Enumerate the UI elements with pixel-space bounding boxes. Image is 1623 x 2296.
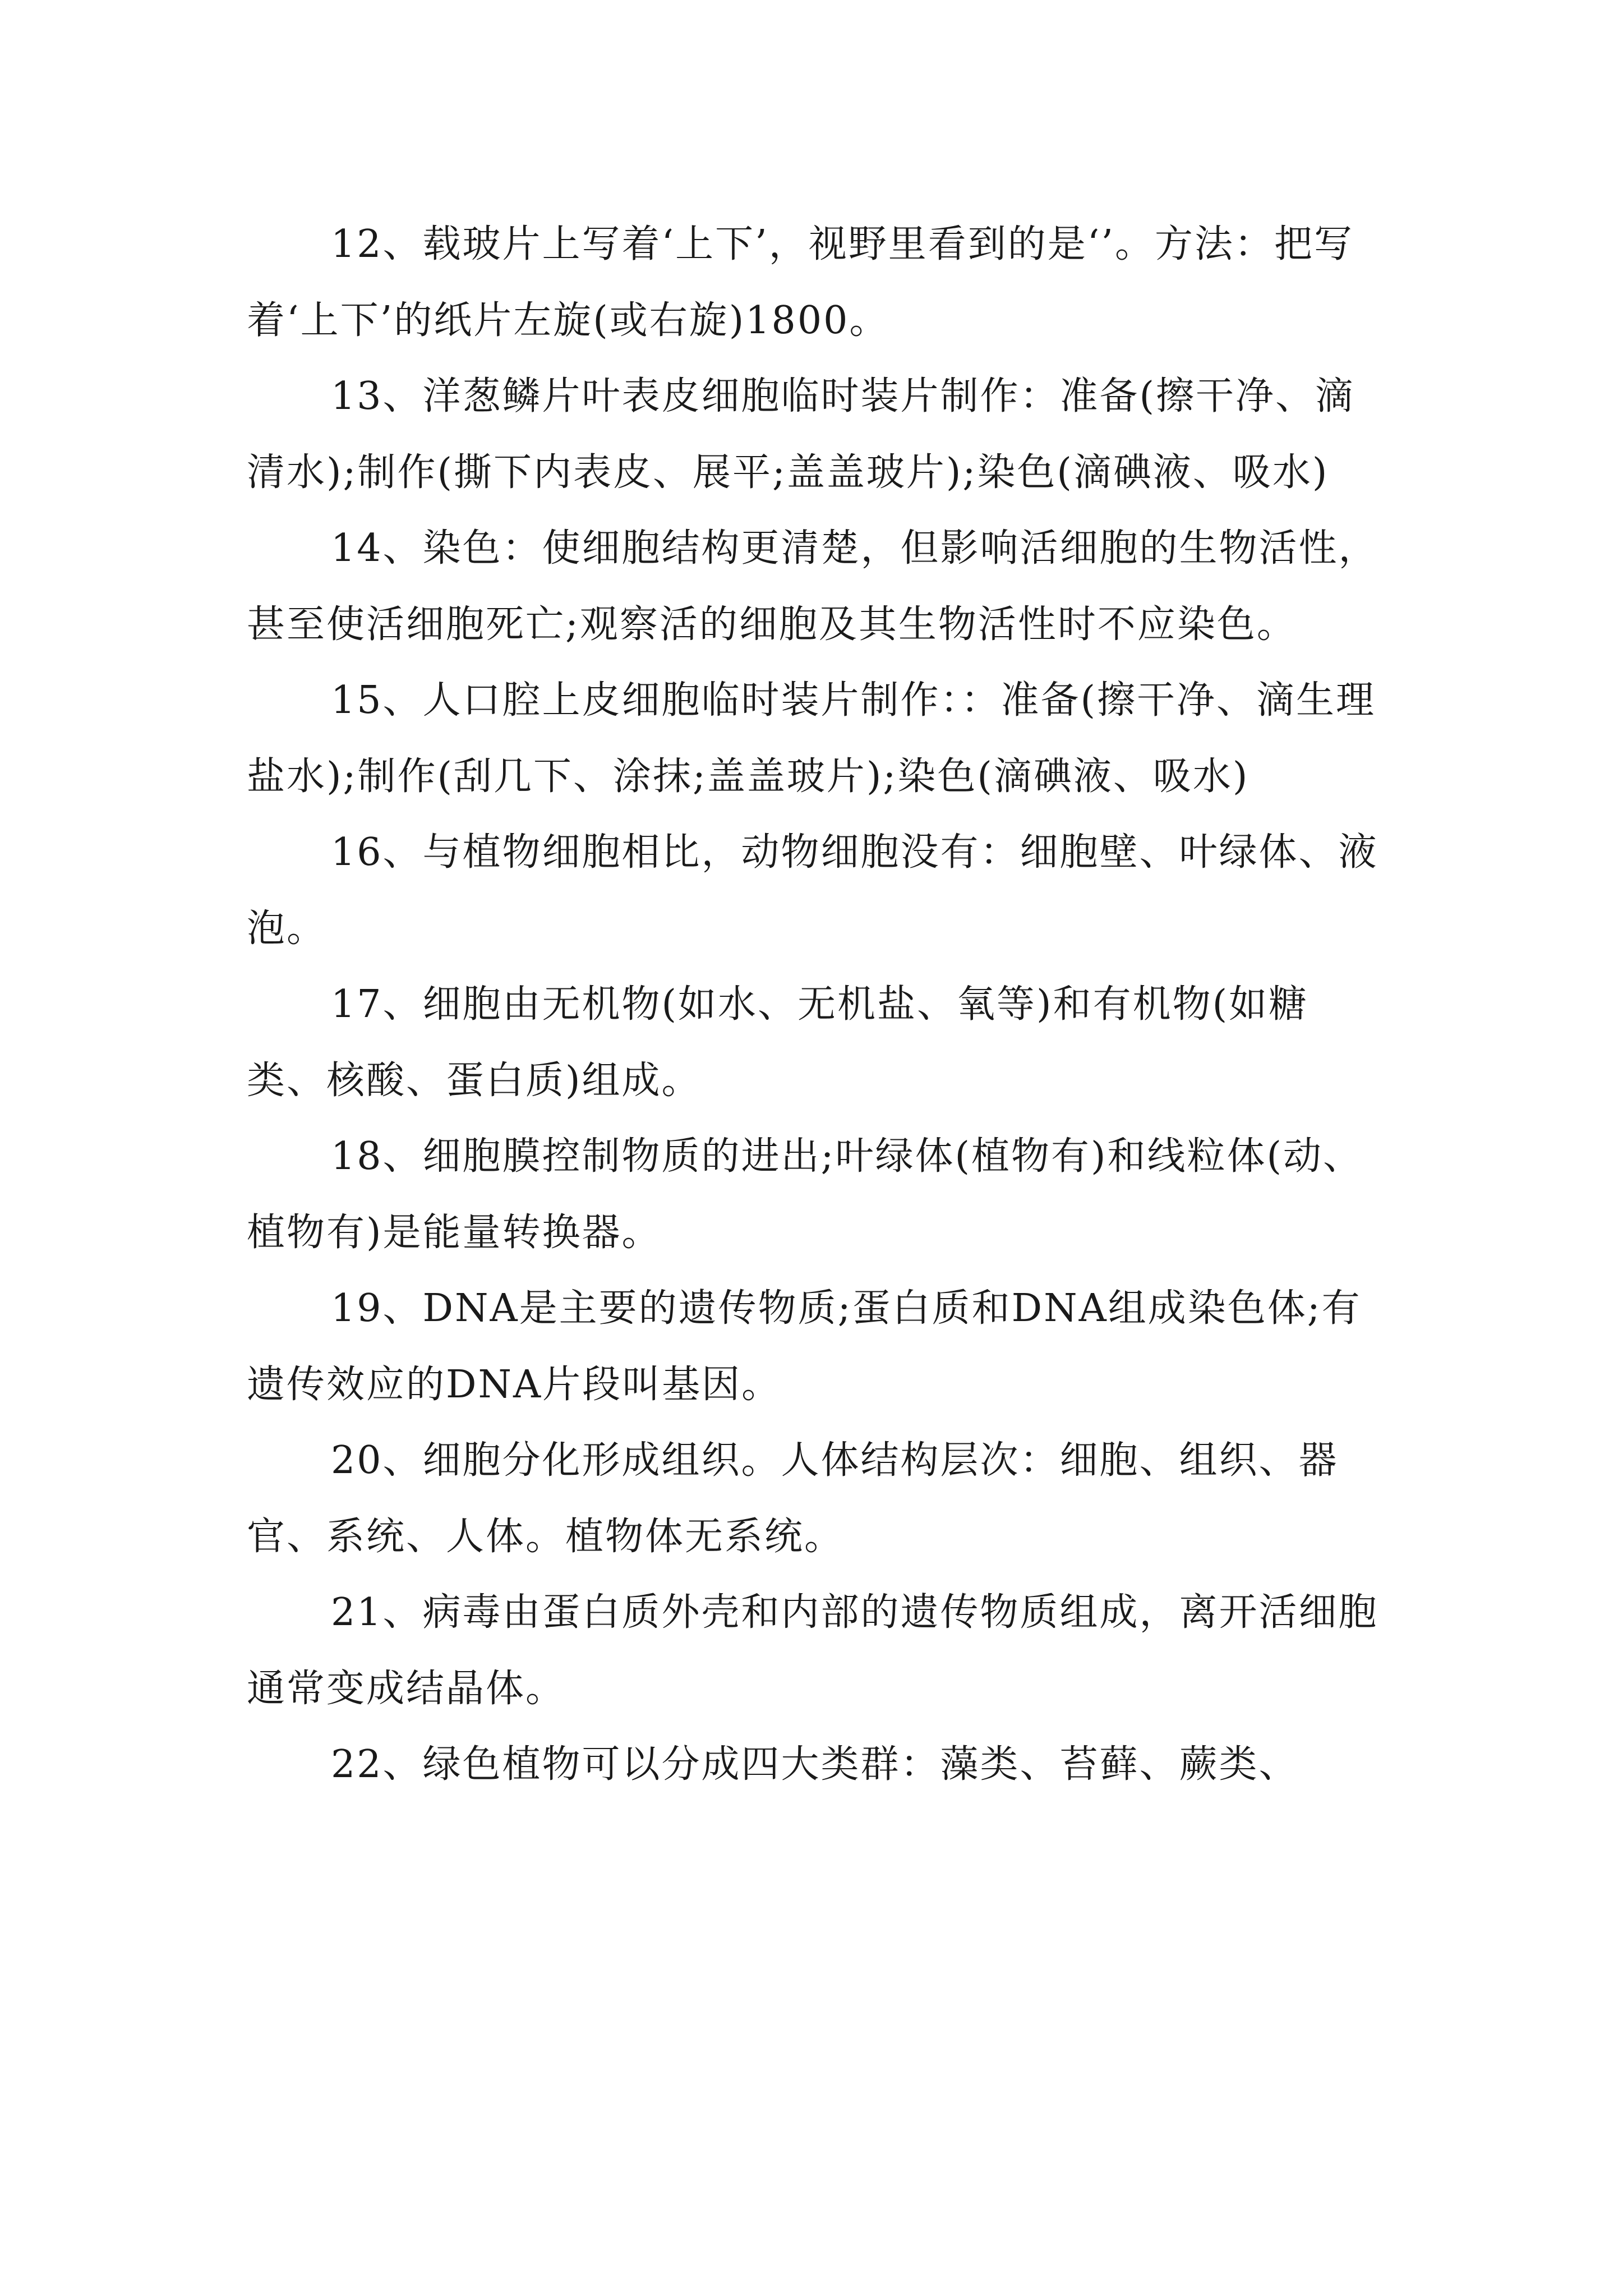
paragraph-14: 14、染色：使细胞结构更清楚，但影响活细胞的生物活性，甚至使活细胞死亡;观察活的细胞及其生物活性时不应染色。 [247, 526, 1378, 647]
paragraph-22: 22、绿色植物可以分成四大类群：藻类、苔藓、蕨类、 [331, 1742, 1299, 1787]
paragraph-12: 12、载玻片上写着‘上下’，视野里看到的是‘’。方法：把写着‘上下’的纸片左旋(或右旋)1800。 [247, 222, 1354, 343]
paragraph-18: 18、细胞膜控制物质的进出;叶绿体(植物有)和线粒体(动、植物有)是能量转换器。 [247, 1134, 1363, 1255]
paragraph-17: 17、细胞由无机物(如水、无机盐、氧等)和有机物(如糖类、核酸、蛋白质)组成。 [247, 982, 1309, 1103]
paragraph-19: 19、DNA是主要的遗传物质;蛋白质和DNA组成染色体;有遗传效应的DNA片段叫基因。 [247, 1286, 1362, 1407]
paragraph-15: 15、人口腔上皮细胞临时装片制作：：准备(擦干净、滴生理盐水);制作(刮几下、涂抹;盖盖玻片);染色(滴碘液、吸水) [247, 678, 1376, 799]
paragraph-20: 20、细胞分化形成组织。人体结构层次：细胞、组织、器官、系统、人体。植物体无系统。 [247, 1438, 1339, 1559]
paragraph-21: 21、病毒由蛋白质外壳和内部的遗传物质组成，离开活细胞通常变成结晶体。 [247, 1590, 1378, 1711]
paragraph-16: 16、与植物细胞相比，动物细胞没有：细胞壁、叶绿体、液泡。 [247, 830, 1378, 951]
document-body [247, 206, 1385, 1803]
paragraph-13: 13、洋葱鳞片叶表皮细胞临时装片制作：准备(擦干净、滴清水);制作(撕下内表皮、展平;盖盖玻片);染色(滴碘液、吸水) [247, 374, 1355, 495]
